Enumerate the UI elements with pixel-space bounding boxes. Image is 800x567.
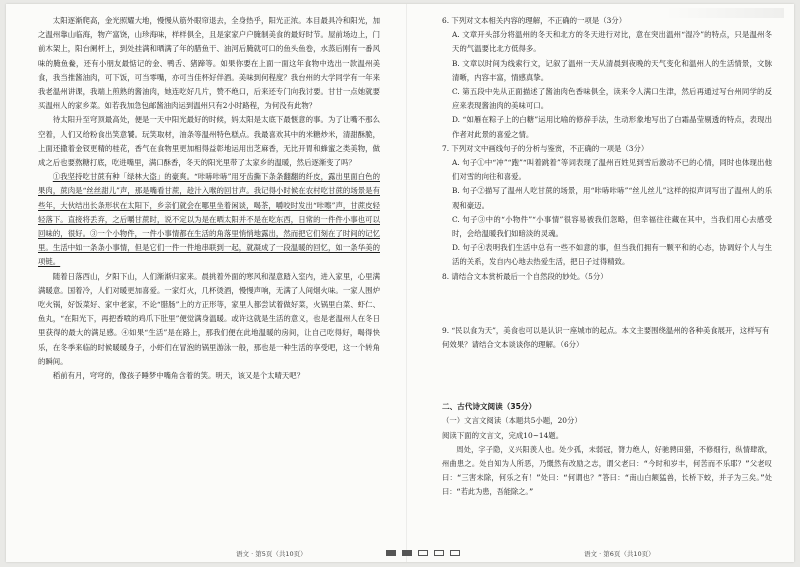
question-7: 7. 下列对文中画线句子的分析与鉴赏，不正确的一项是（3分） xyxy=(442,143,649,153)
page-marks xyxy=(386,550,460,556)
answer-space xyxy=(442,352,772,392)
question-6: 6. 下列对文本相关内容的理解，不正确的一项是（3分） xyxy=(442,16,627,25)
page-mark xyxy=(434,550,444,556)
reading-paragraph: 太阳逐渐爬高，金光照耀大地，慢慢从筋外眼帘退去，全身热乎，阳光正浓。本目最具冷和阳光，加之温州靠山临海，物产富饶，山珍海味，样样俱全，且是家家户户腌制美食的最好时节。屋前场边上，门前木架上，阳台阑杆上，到处挂满和晒满了年的腊鱼干、油河后腌就可口的鱼头鱼卷，水蒸后刚有一番风味的腌鱼鲞，还有小朋友最惦记的金、鸭舌、猪蹄等。如果你要在上面一面这年食物中选出一款温州美食，我当推酱油肉，可下饭，可当零嘴，亦可当佳杯好伴酒。美味到何程度？我台州的大学同学有一年来我老温州讲课，我端上煎熟的酱油肉，她连吃好几片，赞不绝口，后来还专门向我讨要。甘甘一点她就要买温州人的家乡菜。如若我加急包邮酱油肉运到温州只有2小时路程，为何没有此物？ xyxy=(38,16,380,111)
left-page xyxy=(38,14,380,383)
q6-option-a: A. 文章开头部分将温州的冬天和北方的冬天进行对比，意在突出温州“湿冷”的特点，只是温州冬天的气温要比北方低得多。 xyxy=(452,30,772,54)
reading-paragraph: 随着日落西山，夕阳下山，人们渐渐归家来。晨挑着外面的寒风和湿意踏入室内，进入家里，心里满满暖意。国着冷，人们对暖更加喜爱。一家灯火，几杯烫酒，慢慢声响，无满了人间烟火味。一家人围炉吃火锅，好饭菜好、家中老家，不论“腊肠”上的方正形等，家里人都尝试着做好菜，火锅里白菜、虾仁、鱼丸，“在阳光下，再把香喷的鸡爪下肚里”便觉满身温暖。或许这就是生活的意义，也是老温州人在冬日里获得的最大的满足感。④如果“生活”是在路上，那我们便在此地温暖的房间，让自己吃得好，喝得快乐，在冬季来临的时候暖暖身子，小虾们在冒泡的锅里游泳一般，那也是一种生活的享受吧，这一个转角的瞬间。 xyxy=(38,271,380,366)
page-footer-left: 语文 · 第5页（共10页） xyxy=(236,550,307,558)
q7-option-a: A. 句子①中“冲”“跑”“叫着跳着”等词表现了温州百姓见到雪后激动不已的心情，同时也体现出他们对雪的向往和喜爱。 xyxy=(452,158,772,182)
q7-option-b: B. 句子②描写了温州人吃甘蔗的场景，用“咔哧咔哧”“丝儿丝儿”这样的拟声词写出了温州人的乐观和豪迈。 xyxy=(452,186,772,210)
right-page xyxy=(442,14,772,500)
q7-option-d: D. 句子④表明我们生活中总有一些不如意的事，但当我们拥有一颗平和的心态，协调好个人与生活的关系，发自内心地去热爱生活，把日子过得精致。 xyxy=(452,243,772,267)
section-title: 二、古代诗文阅读（35分） xyxy=(442,402,537,412)
q7-option-c: C. 句子③中的“小物件”“小事情”很容易被我们忽略，但幸福往往藏在其中，当我们用心去感受时，会给温暖我们如暗淡的灵魂。 xyxy=(452,214,772,239)
q6-option-b: B. 文章以时间为线索行文，记叙了温州一天从清晨到夜晚的天气变化和温州人的生活情景，文脉清晰，内容丰富，情感真挚。 xyxy=(452,58,772,82)
instruction: 阅读下面的文言文，完成10~14题。 xyxy=(442,430,564,440)
classical-passage: 周处，字子隐，义兴阳羡人也。处少孤，未弱冠，膂力绝人，好驰骋田猎，不修细行，纵情肆欲，州曲患之。处自知为人所恶，乃慨然有改励之志，谓父老曰：“今时和岁丰，何苦而不乐耶？”父老叹曰：“三害未除，何乐之有！”处曰：“何谓也？”答曰：“南山白额猛兽，长桥下蛟，并子为三矣。”处曰：“若此为患，吾能除之。” xyxy=(442,444,772,497)
q6-option-c: C. 第五段中先从正面描述了酱油肉色香味俱全，读来令人满口生津，然后再通过写台州同学的反应来表现酱油肉的美味可口。 xyxy=(452,87,772,111)
question-9: 9. “民以食为天”，美食也可以是认识一座城市的起点。本文主要围绕温州的各种美食展开，这样写有何效果？请结合文本谈谈你的理解。（6分） xyxy=(442,325,770,350)
page-fold xyxy=(406,4,407,562)
exam-sheet xyxy=(6,4,794,562)
question-8: 8. 请结合文本赏析最后一个自然段的妙处。（5分） xyxy=(442,271,608,281)
subsection-title: （一）文言文阅读（本题共5小题，20分） xyxy=(442,416,582,426)
page-footer-right: 语文 · 第6页（共10页） xyxy=(584,550,655,558)
page-mark xyxy=(386,550,396,556)
answer-space xyxy=(442,284,772,324)
reading-paragraph-underlined: ①我坚持吃甘蔗有种「绿林大盗」的豪爽。“咔哧咔哧”用牙齿撕下条条翻翻的纤皮，露出里面白色的果肉，蔗肉是“丝丝甜儿”声，那是嘴看甘蔗，趁汁入喉的回甘声。我记得小时候在农村吃甘蔗的场景是有些年，大伙结出长条形状在太阳下，乡亲们就会在哪里坐着闲谈，喝茶，嚼咬时发出“咔嚓”声，甘蔗皮轻轻落下。直接将丢弃，之后嚼甘蔗时，说不定以为是在晒太阳并不是在吃东西，日常的一件件小事也可以回味的，很好。③一个小物件，一件小事情都在生活的角落里悄悄地露出，然而把它们刻在了时间的记忆里。生活中如一条条小事情，但是它们一件一件地串联到一起，就凝成了一段温暖的回忆，如一条华美的项链。 xyxy=(38,172,380,267)
page-mark xyxy=(402,550,412,556)
page-mark xyxy=(450,550,460,556)
q6-option-d: D. “如雁在粽子上的白糖”运用比喻的修辞手法，生动形象地写出了白霜晶莹剔透的特点，表现出作者对此景的喜爱之情。 xyxy=(452,115,772,139)
reading-paragraph: 稻前有月，穹穹的，像孩子睡梦中嘴角含着的笑。明天，该又是个太晴天吧？ xyxy=(52,371,305,381)
reading-paragraph: 待太阳升至穹顶最高处，便是一天中阳光最好的时候，妈太阳是太底下最惬意的事。为了让嘴不那么空着，人们又给粉食出笑意饕。玩笑取材，油条等温州特色糕点。我最喜欢其中的米糖炒米，清甜酥脆，上面还撒着金钗更精的桂花，香气在食物里更加相得益彰地运用出芝麻香，无比开胃和蜂蜜之类美物，做成之后也要熬糖打底，吃进嘴里，满口酥香，冬天的阳光里带了太家乡的温暖，然后逐渐变了吗？ xyxy=(38,115,380,168)
page-mark xyxy=(418,550,428,556)
